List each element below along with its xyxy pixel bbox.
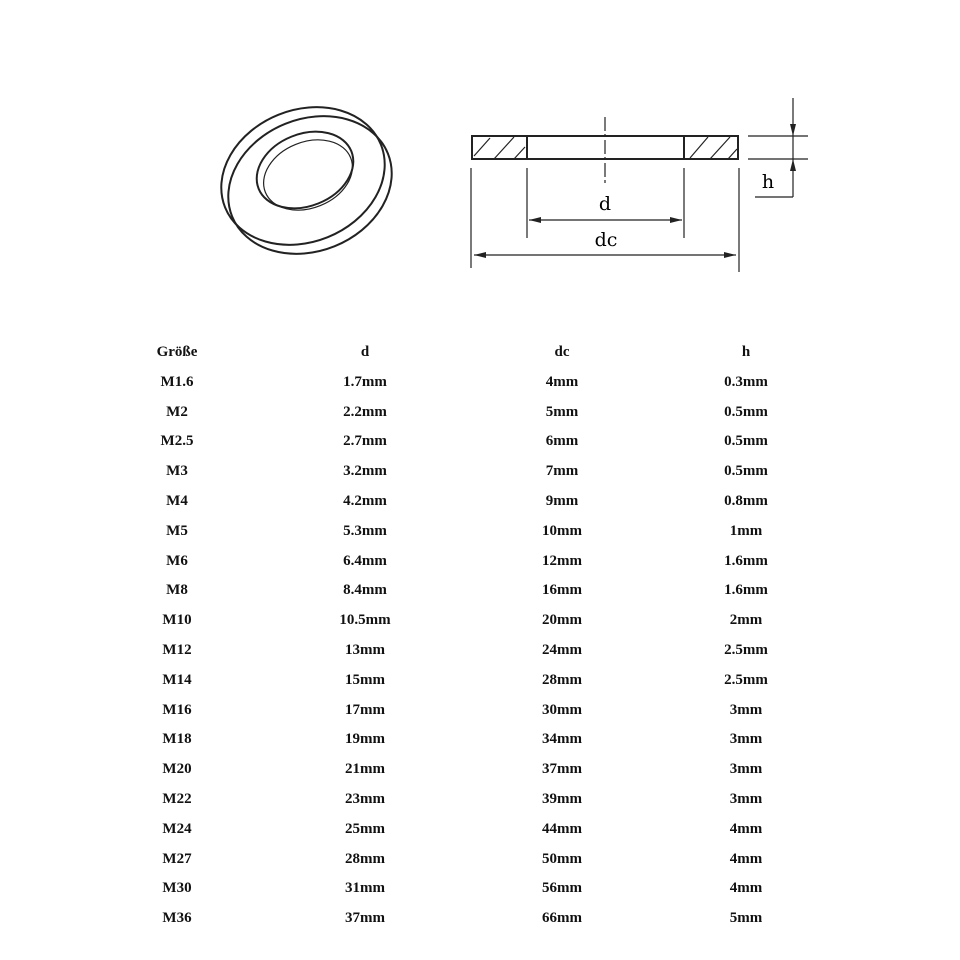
cell-h: 0.5mm	[724, 433, 768, 450]
table-row	[0, 668, 960, 696]
cell-dc: 44mm	[542, 820, 582, 837]
label-h: h	[761, 171, 775, 193]
cell-dc: 34mm	[542, 731, 582, 748]
cell-size: M12	[162, 642, 192, 658]
table-row	[0, 698, 960, 726]
cell-d: 3.2mm	[343, 463, 387, 480]
arrowheads	[474, 124, 796, 258]
table-row	[0, 519, 960, 547]
cell-d: 17mm	[345, 701, 385, 718]
cell-size: M2	[166, 403, 188, 420]
washer-section-view	[471, 98, 808, 272]
header-dc: dc	[554, 344, 570, 360]
cell-h: 2mm	[729, 612, 763, 629]
cell-d: 4.2mm	[343, 493, 387, 509]
cell-h: 1.6mm	[724, 582, 768, 599]
table-row	[0, 459, 960, 487]
cell-dc: 28mm	[542, 671, 582, 688]
cell-h: 3mm	[729, 731, 763, 748]
cell-h: 4mm	[729, 880, 763, 897]
cell-dc: 39mm	[542, 791, 582, 807]
cell-dc: 12mm	[542, 552, 582, 569]
cell-h: 3mm	[729, 761, 763, 778]
header-d: d	[360, 344, 370, 360]
cell-d: 6.4mm	[343, 552, 387, 569]
table-row	[0, 847, 960, 875]
cell-size: M36	[162, 910, 192, 927]
cell-dc: 24mm	[542, 642, 582, 658]
table-row	[0, 757, 960, 785]
table-row	[0, 638, 960, 666]
cell-size: M16	[162, 701, 192, 718]
table-row	[0, 608, 960, 636]
cell-dc: 66mm	[542, 910, 582, 927]
table-row	[0, 787, 960, 815]
cell-d: 15mm	[345, 671, 385, 688]
cell-size: M30	[162, 880, 192, 897]
cell-dc: 56mm	[542, 880, 582, 897]
cell-d: 13mm	[345, 642, 385, 658]
table-row	[0, 727, 960, 755]
cell-dc: 50mm	[542, 850, 582, 867]
table-row	[0, 578, 960, 606]
dimension-lines	[471, 98, 808, 272]
cell-dc: 37mm	[542, 761, 582, 778]
cell-dc: 10mm	[542, 522, 582, 539]
table-row	[0, 370, 960, 398]
header-h: h	[741, 344, 751, 360]
table-row	[0, 400, 960, 428]
cell-d: 1.7mm	[343, 373, 387, 390]
cell-d: 21mm	[345, 761, 385, 778]
cell-dc: 9mm	[545, 493, 579, 509]
table-row	[0, 906, 960, 934]
cell-size: M10	[162, 612, 192, 629]
cell-size: M18	[162, 731, 192, 748]
cell-dc: 16mm	[542, 582, 582, 599]
cell-h: 0.5mm	[724, 463, 768, 480]
cell-dc: 5mm	[545, 403, 579, 420]
cell-d: 2.2mm	[343, 403, 387, 420]
cell-size: M6	[166, 552, 188, 569]
cell-d: 28mm	[345, 850, 385, 867]
cell-d: 5.3mm	[343, 522, 387, 539]
table-row	[0, 549, 960, 577]
cell-size: M20	[162, 761, 192, 778]
washer-perspective-illustration	[200, 83, 412, 277]
header-size: Größe	[156, 344, 198, 360]
cell-size: M2.5	[160, 433, 194, 450]
cell-d: 23mm	[345, 791, 385, 807]
cell-size: M27	[162, 850, 192, 867]
table-row	[0, 817, 960, 845]
cell-d: 19mm	[345, 731, 385, 748]
cell-h: 3mm	[729, 791, 763, 807]
cell-h: 0.3mm	[724, 373, 768, 390]
cell-dc: 6mm	[545, 433, 579, 450]
cell-h: 5mm	[729, 910, 763, 927]
cell-d: 8.4mm	[343, 582, 387, 599]
cell-size: M3	[166, 463, 188, 480]
cell-d: 37mm	[345, 910, 385, 927]
cell-dc: 4mm	[545, 373, 579, 390]
cell-h: 0.5mm	[724, 403, 768, 420]
cell-d: 10.5mm	[339, 612, 391, 629]
cell-h: 4mm	[729, 850, 763, 867]
cell-d: 25mm	[345, 820, 385, 837]
washer-drawing	[0, 0, 960, 320]
cell-h: 2.5mm	[724, 642, 768, 658]
cell-h: 1mm	[729, 522, 763, 539]
cell-d: 2.7mm	[343, 433, 387, 450]
table-row	[0, 489, 960, 517]
label-dc: dc	[594, 229, 618, 251]
cell-dc: 20mm	[542, 612, 582, 629]
table-row	[0, 876, 960, 904]
table-header	[0, 340, 960, 368]
cell-h: 0.8mm	[724, 493, 768, 509]
cell-d: 31mm	[345, 880, 385, 897]
cell-h: 1.6mm	[724, 552, 768, 569]
cell-h: 4mm	[729, 820, 763, 837]
cell-size: M5	[166, 522, 188, 539]
cell-size: M8	[166, 582, 188, 599]
cell-h: 3mm	[729, 701, 763, 718]
cell-dc: 30mm	[542, 701, 582, 718]
cell-size: M4	[166, 493, 188, 509]
cell-size: M1.6	[160, 373, 194, 390]
cell-size: M24	[162, 820, 192, 837]
cell-dc: 7mm	[545, 463, 579, 480]
label-d: d	[598, 193, 612, 215]
cell-size: M22	[162, 791, 192, 807]
table-row	[0, 429, 960, 457]
cell-h: 2.5mm	[724, 671, 768, 688]
cell-size: M14	[162, 671, 192, 688]
